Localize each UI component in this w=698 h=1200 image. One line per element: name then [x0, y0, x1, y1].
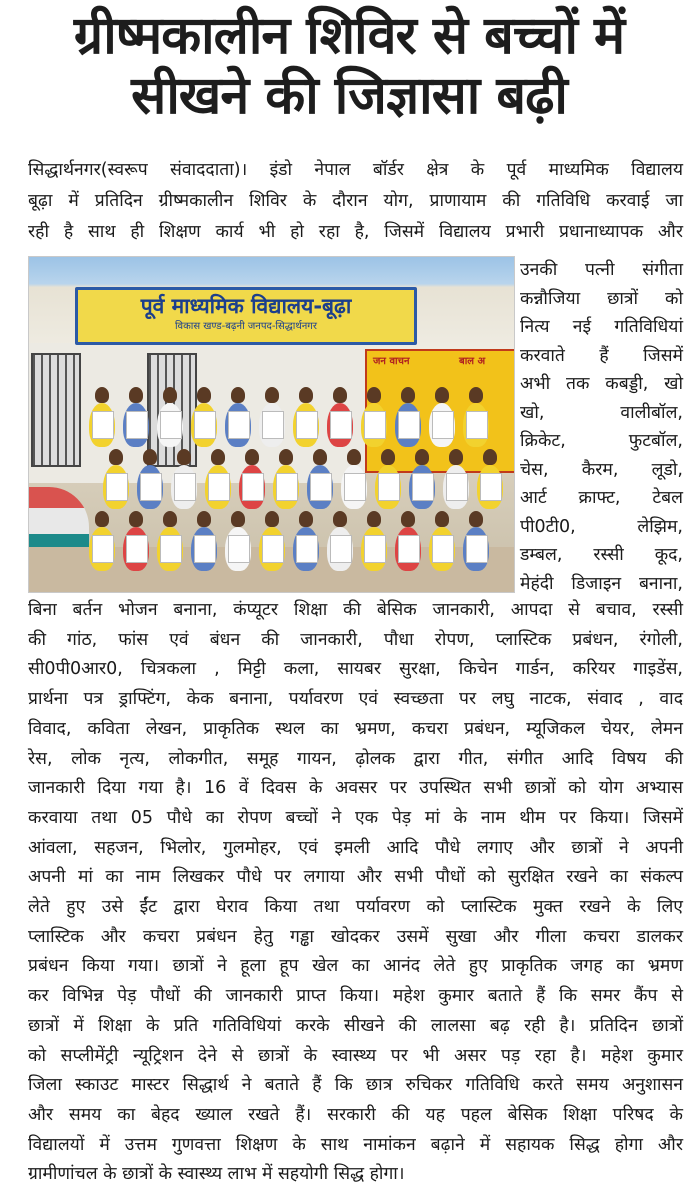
student-head: [129, 511, 143, 527]
certificate-paper: [446, 473, 468, 501]
body-line: लेते हुए उसे ईंट द्वारा घेराव किया तथा पर्यावरण को प्लास्टिक मुक्त रखने के लिए: [28, 897, 683, 917]
body-line: आंवला, सहजन, भिलोर, गुलमोहर, एवं इमली आदि पौधे लगाए और छात्रों ने अपनी: [28, 837, 683, 858]
side-line: पी0टी0, लेझिम,: [520, 516, 683, 537]
side-line: डम्बल, रस्सी कूद,: [520, 545, 683, 565]
certificate-paper: [466, 411, 488, 439]
body-line: प्रबंधन किया गया। छात्रों ने हूला हूप खेल का आनंद लेते हुए प्राकृतिक जगह का भ्रमण: [28, 956, 683, 977]
student-head: [95, 511, 109, 527]
student-head: [367, 511, 381, 527]
side-line: नित्य नई गतिविधियां: [520, 317, 683, 337]
student-head: [449, 449, 463, 465]
student-head: [197, 387, 211, 403]
student-head: [299, 387, 313, 403]
banner-subtitle: विकास खण्ड-बढ़नी जनपद-सिद्धार्थनगर: [174, 321, 318, 332]
certificate-paper: [262, 535, 284, 563]
body-line: करवाया तथा 05 पौधे का रोपण बच्चों ने एक पेड़ मां के नाम थीम पर किया। जिसमें: [28, 807, 683, 828]
student-head: [333, 511, 347, 527]
board-left-label: जन वाचन: [373, 356, 410, 367]
student-head: [163, 387, 177, 403]
body-line: बिना बर्तन भोजन बनाना, कंप्यूटर शिक्षा की बेसिक जानकारी, आपदा से बचाव, रस्सी: [28, 600, 683, 620]
student-head: [95, 387, 109, 403]
certificate-paper: [466, 535, 488, 563]
certificate-paper: [160, 411, 182, 439]
certificate-paper: [106, 473, 128, 501]
certificate-paper: [398, 535, 420, 563]
board-right-label: बाल अ: [459, 356, 486, 367]
school-name-banner: [75, 287, 417, 345]
body-line: प्रार्थना पत्र ड्राफ्टिंग, केक बनाना, पर्यावरण एवं स्वच्छता पर लघु नाटक, संवाद , वाद: [28, 689, 683, 710]
body-line: विद्यालयों में उत्तम गुणवत्ता शिक्षण के साथ नामांकन बढ़ाने में सहायक सिद्ध होगा और: [28, 1134, 683, 1155]
body-line: और समय का बेहद ख्याल रखते हैं। सरकारी की यह पहल बेसिक शिक्षा परिषद के: [28, 1104, 683, 1125]
student-head: [435, 387, 449, 403]
student-head: [231, 511, 245, 527]
body-line: अपनी मां का नाम लिखकर पौधे पर लगाया और सभी पौधों को सुरक्षित रखने का संकल्प: [28, 867, 683, 888]
certificate-paper: [432, 411, 454, 439]
body-line: को सप्लीमेंट्री न्यूट्रिशन देने से छात्रों के स्वास्थ्य पर भी असर पड़ रहा है। महेश कुमार: [28, 1045, 683, 1066]
certificate-paper: [412, 473, 434, 501]
student-head: [265, 387, 279, 403]
certificate-paper: [344, 473, 366, 501]
body-line: विवाद, कविता लेखन, प्राकृतिक स्थल का भ्रमण, कचरा प्रबंधन, म्यूजिकल चेयर, लेमन: [28, 718, 683, 739]
certificate-paper: [330, 411, 352, 439]
student-head: [313, 449, 327, 465]
students-group: [79, 377, 515, 587]
student-head: [435, 511, 449, 527]
student-head: [469, 387, 483, 403]
side-column: [520, 256, 683, 598]
student-head: [367, 387, 381, 403]
certificate-paper: [160, 535, 182, 563]
student-head: [401, 511, 415, 527]
certificate-paper: [364, 411, 386, 439]
student-head: [469, 511, 483, 527]
student-head: [347, 449, 361, 465]
certificate-paper: [126, 535, 148, 563]
side-line: अभी तक कबड्डी, खो: [520, 374, 683, 394]
gate-grill: [31, 353, 81, 467]
certificate-paper: [378, 473, 400, 501]
student-head: [211, 449, 225, 465]
headline: [0, 6, 698, 126]
banner-title: पूर्व माध्यमिक विद्यालय-बूढ़ा: [140, 294, 352, 318]
student-head: [163, 511, 177, 527]
certificate-paper: [432, 535, 454, 563]
certificate-paper: [296, 535, 318, 563]
student-head: [129, 387, 143, 403]
side-line: उनकी पत्नी संगीता: [520, 260, 683, 280]
certificate-paper: [228, 411, 250, 439]
certificate-paper: [92, 411, 114, 439]
certificate-paper: [310, 473, 332, 501]
student-head: [483, 449, 497, 465]
student-head: [143, 449, 157, 465]
certificate-paper: [228, 535, 250, 563]
student-head: [381, 449, 395, 465]
side-line: चेस, कैरम, लूडो,: [520, 459, 683, 480]
student-head: [333, 387, 347, 403]
body-line: ग्रामीणांचल के छात्रों के स्वास्थ्य लाभ में सहयोगी सिद्ध होगा।: [28, 1164, 405, 1185]
certificate-paper: [276, 473, 298, 501]
certificate-paper: [398, 411, 420, 439]
student-head: [299, 511, 313, 527]
certificate-paper: [140, 473, 162, 501]
body-line: कर विभिन्न पेड़ पौधों की जानकारी प्राप्त किया। महेश कुमार बताते हैं कि समर कैंप से: [28, 986, 683, 1007]
student-head: [245, 449, 259, 465]
certificate-paper: [262, 411, 284, 439]
student-head: [279, 449, 293, 465]
body-line: जानकारी दिया गया है। 16 वें दिवस के अवसर पर उपस्थित सभी छात्रों को योग अभ्यास: [28, 778, 683, 799]
certificate-paper: [174, 473, 196, 501]
student-head: [415, 449, 429, 465]
side-line: क्रिकेट, फुटबॉल,: [520, 431, 683, 451]
student-head: [265, 511, 279, 527]
school-group-photo: [28, 256, 515, 593]
certificate-paper: [296, 411, 318, 439]
intro-line: बूढ़ा में प्रतिदिन ग्रीष्मकालीन शिविर के दौरान योग, प्राणायाम की गतिविधि करवाई जा: [28, 191, 683, 211]
body-line: जिला स्काउट मास्टर सिद्धार्थ ने बताते हैं कि छात्र रुचिकर गतिविधि करते समय अनुशासन: [28, 1075, 683, 1096]
side-line: कन्नौजिया छात्रों को: [520, 288, 683, 309]
side-line: आर्ट क्राफ्ट, टेबल: [520, 488, 683, 508]
certificate-paper: [480, 473, 502, 501]
certificate-paper: [242, 473, 264, 501]
certificate-paper: [126, 411, 148, 439]
student-head: [231, 387, 245, 403]
student-head: [197, 511, 211, 527]
headline-line-1: ग्रीष्मकालीन शिविर से बच्चों में: [73, 6, 625, 66]
side-line: करवाते हैं जिसमें: [520, 345, 683, 366]
side-line: खो, वालीबॉल,: [520, 402, 683, 423]
certificate-paper: [92, 535, 114, 563]
body-line: सी0पी0आर0, चित्रकला , मिट्टी कला, सायबर सुरक्षा, किचेन गार्डन, करियर गाइडेंस,: [28, 659, 683, 680]
body-line: रेस, लोक नृत्य, लोकगीत, समूह गायन, ढ़ोलक द्वारा गीत, संगीत आदि विषय की: [28, 748, 683, 769]
body-line: की गांठ, फांस एवं बंधन की जानकारी, पौधा रोपण, प्लास्टिक प्रबंधन, रंगोली,: [28, 629, 683, 650]
body-line: प्लास्टिक और कचरा प्रबंधन हेतु गड्ढा खोदकर उसमें सुखा और गीला कचरा डालकर: [28, 926, 683, 947]
side-line: मेहंदी डिजाइन बनाना,: [520, 573, 683, 594]
intro-line: सिद्धार्थनगर(स्वरूप संवाददाता)। इंडो नेपाल बॉर्डर क्षेत्र के पूर्व माध्यमिक विद्यालय: [28, 160, 683, 180]
headline-line-2: सीखने की जिज्ञासा बढ़ी: [131, 66, 567, 126]
body-line: छात्रों में शिक्षा के प्रति गतिविधियां करके सीखने की लालसा बढ़ रही है। प्रतिदिन छात्रों: [28, 1015, 683, 1036]
student-head: [109, 449, 123, 465]
certificate-paper: [330, 535, 352, 563]
student-head: [401, 387, 415, 403]
certificate-paper: [364, 535, 386, 563]
certificate-paper: [194, 535, 216, 563]
certificate-paper: [208, 473, 230, 501]
student-head: [177, 449, 191, 465]
certificate-paper: [194, 411, 216, 439]
intro-line: रही है साथ ही शिक्षण कार्य भी हो रहा है, जिसमें विद्यालय प्रभारी प्रधानाध्यापक और: [28, 222, 683, 242]
